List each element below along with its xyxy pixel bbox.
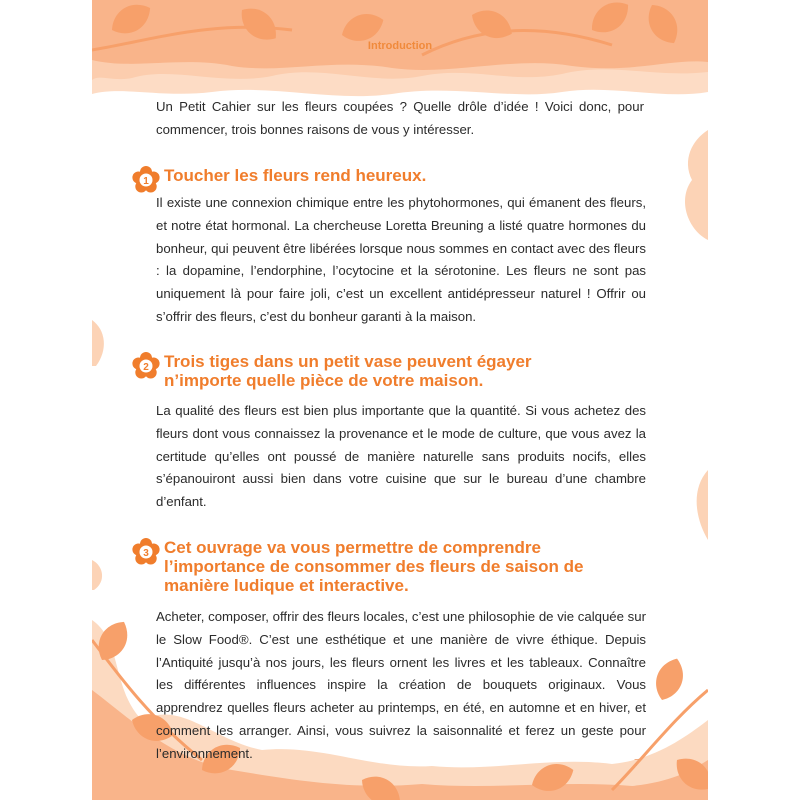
section-title: Toucher les fleurs rend heureux. — [164, 166, 427, 185]
intro-paragraph: Un Petit Cahier sur les fleurs coupées ? Quelle drôle d’idée ! Voici donc, pour commencer, trois bonnes raisons de vous y intéresser. — [156, 99, 644, 137]
section-number: 3 — [143, 548, 149, 559]
flower-number-icon — [132, 166, 160, 194]
running-header: Introduction — [367, 40, 433, 52]
page-number: 7 — [634, 758, 640, 769]
section-title: Cet ouvrage va vous permettre de comprendre l’importance de consommer des fleurs de saison de manière ludique et interactive. — [164, 538, 584, 595]
section-3-body: Acheter, composer, offrir des fleurs locales, c’est une philosophie de vie calquée sur le Slow Food®. C’est une esthétique et une manière de vivre éthique. Depuis l’Antiquité jusqu’à nos jours, les fleurs ornent les livres et les tableaux. Connaître les différentes influences inspire la création de bouquets originaux. Vous apprendrez quelles fleurs acheter au printemps, en été, en automne et en hiver, et comment les arranger. Ainsi, vous suivrez la saisonnalité et ferez un geste pour l’environnement. — [156, 609, 646, 761]
section-number: 1 — [143, 176, 149, 187]
section-2-body: La qualité des fleurs est bien plus importante que la quantité. Si vous achetez des fleurs dont vous connaissez la provenance et le mode de culture, que vous avez la certitude qu’elles ont poussé de manière naturelle sans produits nocifs, elles s’épanouiront aussi bien dans votre cuisine que sur le bureau d’une chambre d’enfant. — [156, 403, 646, 510]
flower-number-icon — [132, 538, 160, 566]
section-title: Trois tiges dans un petit vase peuvent égayer n’importe quelle pièce de votre maison. — [164, 352, 532, 390]
section-3-heading — [132, 538, 662, 595]
section-number: 2 — [143, 362, 149, 373]
section-1-body: Il existe une connexion chimique entre les phytohormones, qui émanent des fleurs, et notre état hormonal. La chercheuse Loretta Breuning a listé quatre hormones du bonheur, qui peuvent être libérées lorsque nous sommes en contact avec des fleurs : la dopamine, l’endorphine, l’ocytocine et la sérotonine. Les fleurs ne sont pas uniquement là pour faire joli, c’est un excellent antidépresseur naturel ! Offrir ou s’offrir des fleurs, c’est du bonheur garanti à la maison. — [156, 195, 646, 324]
flower-number-icon — [132, 352, 160, 380]
book-page — [92, 0, 708, 800]
section-2-heading — [132, 352, 662, 390]
section-1-heading — [132, 166, 662, 185]
